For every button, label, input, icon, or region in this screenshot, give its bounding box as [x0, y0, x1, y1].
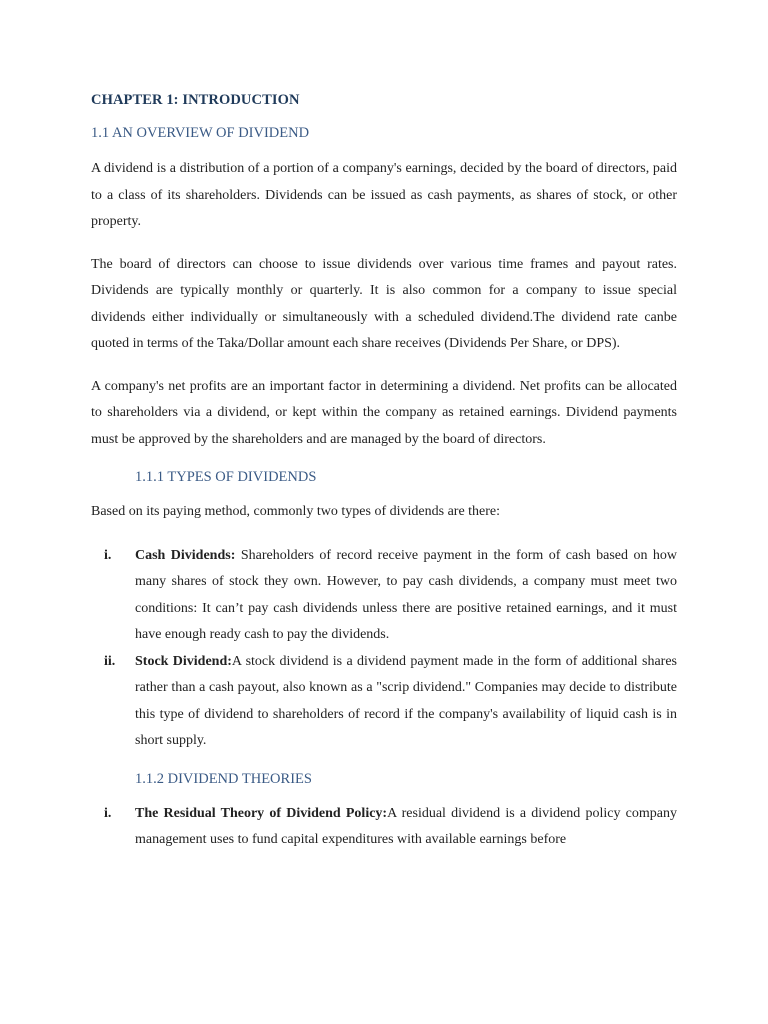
section-heading-overview: 1.1 AN OVERVIEW OF DIVIDEND — [91, 125, 310, 141]
list-item-number: i. — [104, 547, 112, 563]
list-item-number: ii. — [104, 653, 116, 669]
paragraph-definition: A dividend is a distribution of a portion of a company's earnings, decided by the board of directors, paid to a class of its shareholders. Dividends can be issued as cash payments, as shares of stock, or other property. — [91, 161, 677, 229]
list-item-cash-dividends — [91, 543, 677, 649]
theories-list — [91, 801, 677, 854]
subsection-heading-theories: 1.1.2 DIVIDEND THEORIES — [135, 770, 312, 787]
list-item-residual-theory — [91, 801, 677, 854]
paragraph-types-intro: Based on its paying method, commonly two types of dividends are there: — [91, 504, 501, 519]
list-item-term: Stock Dividend: — [135, 653, 232, 669]
paragraph-board-of-directors: The board of directors can choose to issue dividends over various time frames and payout rates. Dividends are typically monthly or quarterly. It is also common for a company to issue special dividends either individually or simultaneously with a scheduled dividend.The dividend rate canbe quoted in terms of the Taka/Dollar amount each share receives (Dividends Per Share, or DPS). — [91, 256, 677, 351]
document-content — [91, 92, 677, 870]
list-item-stock-dividend — [91, 649, 677, 755]
paragraph-net-profits: A company's net profits are an important factor in determining a dividend. Net profits can be allocated to shareholders via a dividend, or kept within the company as retained earnings. Dividend payments must be approved by the shareholders and are managed by the board of directors. — [91, 378, 677, 447]
types-list — [91, 543, 677, 755]
list-item-number: i. — [104, 805, 112, 821]
list-item-text: A stock dividend is a dividend payment made in the form of additional shares rather than a cash payout, also known as a "scrip dividend." Companies may decide to distribute this type of dividend to shareholders of record if the company's availability of liquid cash is in short supply. — [135, 653, 677, 748]
chapter-title: CHAPTER 1: INTRODUCTION — [91, 92, 300, 108]
list-item-text: Shareholders of record receive payment in the form of cash based on how many shares of stock they own. However, to pay cash dividends, a company must meet two conditions: It can’t pay cash dividends unless there are positive retained earnings, and it must have enough ready cash to pay the dividends. — [135, 547, 677, 642]
list-item-text: A residual dividend is a dividend policy company management uses to fund capital expenditures with available earnings before — [135, 805, 677, 847]
list-item-term: Cash Dividends: — [135, 547, 236, 563]
list-item-term: The Residual Theory of Dividend Policy: — [135, 805, 388, 821]
subsection-heading-types: 1.1.1 TYPES OF DIVIDENDS — [135, 469, 317, 485]
